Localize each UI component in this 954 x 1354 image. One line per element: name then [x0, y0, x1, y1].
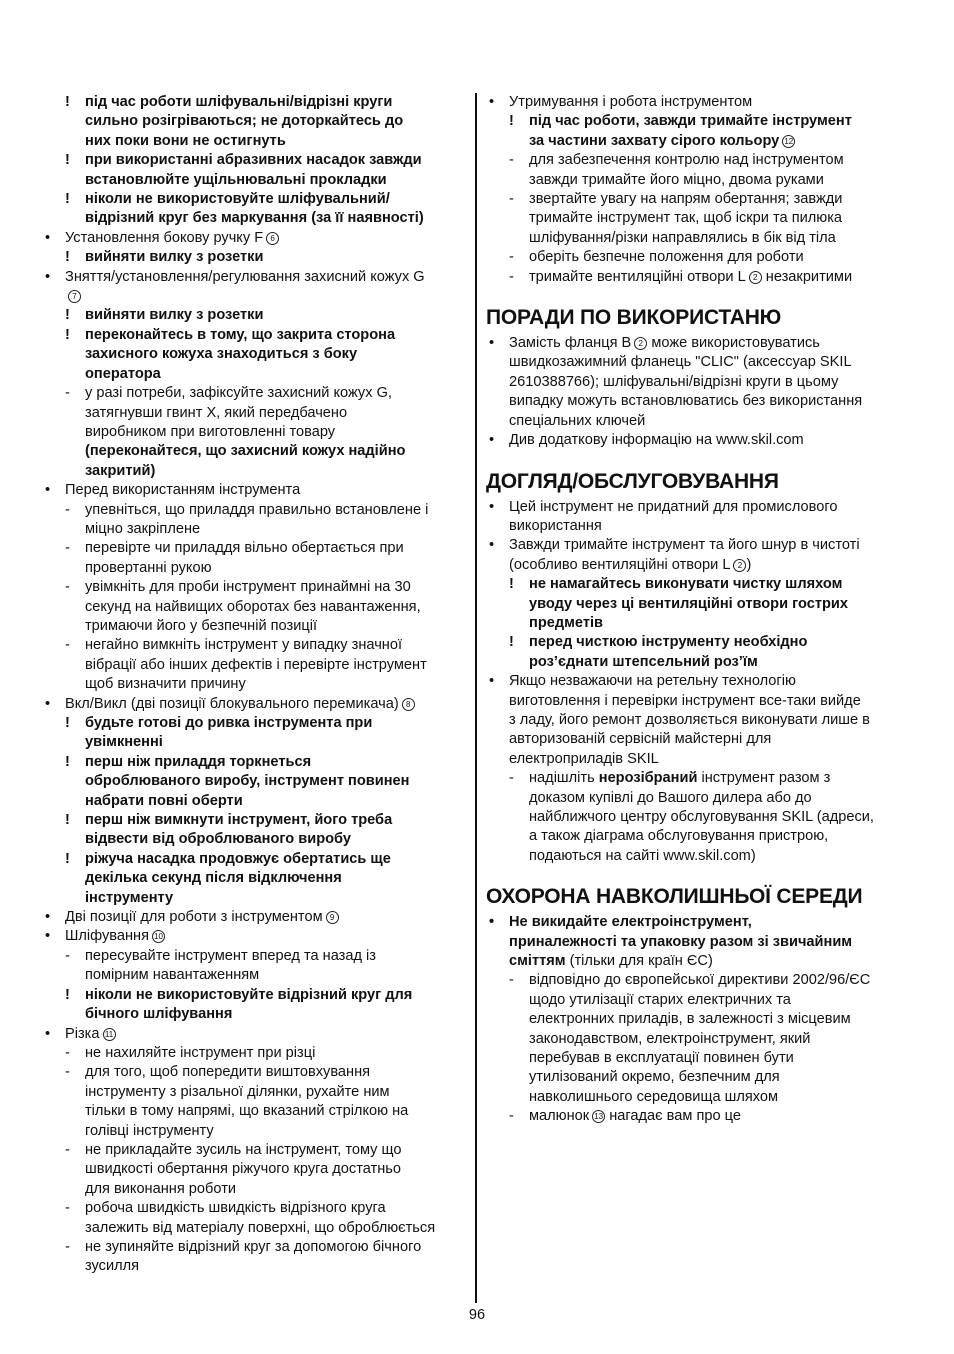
line-text: уводу через ці вентиляційні отвори гострих [529, 595, 848, 612]
text-line [40, 520, 465, 539]
line-text: Зняття/установлення/регулювання захисний кожух G [65, 268, 425, 285]
text-line [486, 1049, 914, 1068]
warning-marker: ! [65, 152, 70, 169]
dash-marker: - [65, 1064, 70, 1081]
line-text: перш ніж приладдя торкнеться [85, 753, 312, 770]
line-text: випадку можуть встановлюватись без використання [509, 393, 863, 410]
figure-reference-circle: 10 [152, 930, 165, 943]
text-line [40, 345, 465, 364]
text-line [40, 93, 465, 112]
text-line [486, 112, 914, 131]
line-text: оператора [85, 365, 161, 382]
line-text: Перед використанням інструмента [65, 482, 301, 499]
line-text: Див додаткову інформацію на www.skil.com [509, 432, 804, 449]
line-text: затягнувши гвинт X, який передбачено [85, 404, 348, 421]
line-text: Вкл/Викл (дві позиції блокувального перемикача) [65, 695, 399, 712]
line-text: робоча швидкість швидкість відрізного круга [85, 1200, 386, 1217]
dash-marker: - [65, 947, 70, 964]
line-text: набрати повні оберти [85, 792, 243, 809]
text-line [40, 229, 465, 248]
text-line [40, 656, 465, 675]
dash-marker: - [65, 501, 70, 518]
line-text: відповідно до європейської директиви 2002/96/ЄС [529, 972, 871, 989]
line-text: не зупиняйте відрізний круг за допомогою бічного [85, 1238, 422, 1255]
warning-marker: ! [65, 326, 70, 343]
line-text: Установлення бокову ручку F [65, 229, 264, 246]
text-line [40, 1063, 465, 1082]
text-line [486, 517, 914, 536]
text-line [486, 248, 914, 267]
line-text: Не викидайте електроінструмент, [509, 914, 752, 931]
line-text-tail: (тільки для країн ЄС) [569, 953, 713, 970]
text-line [486, 431, 914, 450]
line-text: увімкненні [85, 734, 163, 751]
text-line [486, 190, 914, 209]
line-text-tail: інструмент разом з [701, 770, 831, 787]
line-text: швидкості обертання ріжучого круга достатньо [85, 1161, 401, 1178]
text-line [40, 287, 465, 306]
text-line [486, 151, 914, 170]
line-text: вібрації або інших дефектів і перевірте інструмент [85, 656, 427, 673]
line-text: залежить від матеріалу поверхні, що оброблюється [85, 1219, 436, 1236]
text-line [40, 1122, 465, 1141]
line-text: надішліть [529, 770, 595, 787]
line-text: під час роботи шліфувальні/відрізні круги [85, 94, 393, 110]
line-text: Замість фланця B [509, 335, 632, 352]
line-text: для виконання роботи [85, 1180, 237, 1197]
line-text: Якщо незважаючи на ретельну технологію [509, 673, 796, 690]
text-line [40, 132, 465, 151]
bullet-marker: • [489, 94, 495, 110]
line-text: помірним навантаженням [85, 967, 260, 984]
text-line [40, 306, 465, 325]
text-line [486, 595, 914, 614]
dash-marker: - [65, 637, 70, 654]
text-line [486, 913, 914, 932]
text-line [40, 1180, 465, 1199]
figure-reference-circle: 11 [103, 1028, 116, 1041]
warning-marker: ! [509, 113, 514, 130]
text-line [40, 1083, 465, 1102]
line-text: перед чисткою інструменту необхідно [529, 634, 808, 651]
text-line [40, 908, 465, 927]
line-text: швидкозажимний фланець "CLIC" (аксессуар SKIL [509, 354, 852, 371]
text-line [486, 808, 914, 827]
bullet-marker: • [45, 928, 51, 945]
line-text: найближчого центру обслуговування SKIL (адреси, [529, 809, 874, 825]
dash-marker: - [65, 385, 70, 402]
line-text: під час роботи, завжди тримайте інструмент [529, 113, 852, 130]
text-line [40, 811, 465, 830]
line-text: (особливо вентиляційні отвори L [509, 556, 731, 573]
warning-marker: ! [65, 249, 70, 266]
text-line [486, 991, 914, 1010]
text-line [40, 1025, 465, 1044]
text-line [40, 112, 465, 131]
text-line [486, 132, 914, 151]
text-line [40, 384, 465, 403]
line-text: інструменту з різальної ділянки, рухайте ним [85, 1083, 390, 1100]
dash-marker: - [509, 191, 514, 208]
text-line [486, 1030, 914, 1049]
line-text: електронних приладів, в залежності з місцевим [529, 1011, 851, 1028]
figure-reference-circle: 13 [592, 1110, 605, 1123]
text-line [40, 598, 465, 617]
line-text: завжди тримайте його міцно, двома руками [529, 171, 824, 188]
text-line [40, 966, 465, 985]
text-line [40, 1238, 465, 1257]
text-line [40, 947, 465, 966]
line-text: шліфування/різки направлялись в бік від тіла [529, 229, 836, 246]
warning-marker: ! [65, 307, 70, 324]
text-line [486, 952, 914, 971]
text-line [486, 412, 914, 431]
line-text: ніколи не використовуйте відрізний круг для [85, 986, 413, 1003]
text-line [40, 539, 465, 558]
text-line [40, 423, 465, 442]
text-line [40, 209, 465, 228]
text-line [486, 392, 914, 411]
text-line [40, 559, 465, 578]
text-line [486, 171, 914, 190]
line-text: не нахиляйте інструмент при різці [85, 1044, 316, 1061]
text-line [40, 442, 465, 461]
figure-reference-circle: 2 [634, 337, 647, 350]
bullet-marker: • [489, 914, 495, 931]
text-line [40, 1160, 465, 1179]
line-text: у разі потреби, зафіксуйте захисний кожух G, [85, 385, 392, 402]
line-text: 2610388766); шліфувальні/відрізні круги в цьому [509, 373, 839, 390]
line-text: не намагайтесь виконувати чистку шляхом [529, 576, 843, 593]
line-text: використання [509, 517, 602, 534]
line-text: тримайте інструмент так, щоб іскри та пилюка [529, 210, 843, 227]
dash-marker: - [509, 268, 514, 285]
line-text: бічного шліфування [85, 1006, 233, 1023]
line-text: звертайте увагу на напрям обертання; завжди [529, 191, 843, 208]
text-line [486, 633, 914, 652]
line-text: закритий) [85, 462, 156, 479]
text-line [40, 830, 465, 849]
line-text: відвести від оброблюваного виробу [85, 831, 351, 848]
text-line [486, 672, 914, 691]
line-text: увімкніть для проби інструмент принаймні на 30 [85, 579, 411, 596]
text-line [486, 971, 914, 990]
line-text: навколишнього середовища шляхом [529, 1088, 779, 1105]
line-text: перебував в експлуатації повинен бути [529, 1050, 794, 1067]
text-line [40, 171, 465, 190]
dash-marker: - [65, 1200, 70, 1217]
line-text-tail: нагадає вам про це [609, 1108, 741, 1125]
text-line [486, 789, 914, 808]
line-text: щоб визначити причину [85, 676, 246, 693]
text-line [40, 617, 465, 636]
line-text: а також діаграма обслуговування пристрою, [529, 828, 829, 845]
line-text: не прикладайте зусиль на інструмент, тому що [85, 1141, 402, 1158]
figure-reference-circle: 7 [68, 290, 81, 303]
text-line [40, 151, 465, 170]
text-line [40, 1141, 465, 1160]
line-text: міцно закріплене [85, 520, 201, 537]
line-text: секунд на найвищих оборотах без навантаження, [85, 598, 421, 615]
line-text: голівці інструменту [85, 1122, 214, 1139]
text-line [486, 614, 914, 633]
line-text: ріжуча насадка продовжує обертатись ще [85, 850, 391, 867]
bullet-marker: • [489, 498, 495, 515]
warning-marker: ! [65, 94, 70, 110]
line-text: Завжди тримайте інструмент та його шнур в чистоті [509, 537, 860, 554]
dash-marker: - [509, 770, 514, 787]
line-text: захисного кожуха знаходиться з боку [85, 346, 358, 363]
line-text: Цей інструмент не придатний для промислового [509, 498, 838, 515]
line-text: (переконайтеся, що захисний кожух надійно [85, 443, 406, 460]
bullet-marker: • [489, 335, 495, 352]
text-line [486, 769, 914, 788]
dash-marker: - [65, 1238, 70, 1255]
line-text: Дві позиції для роботи з інструментом [65, 909, 323, 926]
line-text: утилізований окремо, безпечним для [529, 1069, 780, 1086]
warning-marker: ! [65, 191, 70, 208]
dash-marker: - [509, 249, 514, 266]
figure-reference-circle: 6 [266, 232, 279, 245]
text-line [486, 730, 914, 749]
warning-marker: ! [65, 850, 70, 867]
text-line [486, 268, 914, 287]
warning-marker: ! [65, 812, 70, 829]
warning-marker: ! [509, 576, 514, 593]
bullet-marker: • [45, 482, 51, 499]
line-text: сміттям [509, 953, 566, 970]
text-line [40, 326, 465, 345]
text-line [40, 481, 465, 500]
text-line [486, 711, 914, 730]
text-line [40, 869, 465, 888]
dash-marker: - [65, 1044, 70, 1061]
text-line [486, 1107, 914, 1126]
line-text-tail: незакритими [765, 268, 853, 285]
line-text: виробником при виготовленні товару [85, 423, 336, 440]
line-text: оброблюваного виробу, інструмент повинен [85, 773, 410, 790]
dash-marker: - [65, 579, 70, 596]
text-line [486, 93, 914, 112]
text-line [486, 827, 914, 846]
bullet-marker: • [45, 1025, 51, 1042]
line-text: сильно розігріваються; не доторкайтесь до [85, 113, 404, 130]
bullet-marker: • [45, 909, 51, 926]
line-text: електроприладів SKIL [509, 750, 659, 767]
line-text: перш ніж вимкнути інструмент, його треба [85, 812, 393, 829]
text-line [486, 229, 914, 248]
text-line [40, 753, 465, 772]
line-text: приналежності та упаковку разом зі звичайним [509, 933, 853, 950]
text-line [486, 653, 914, 672]
text-line [40, 850, 465, 869]
line-text: щодо утилізації старих електричних та [529, 991, 791, 1008]
line-text: зусилля [85, 1258, 140, 1275]
text-line [486, 209, 914, 228]
line-text: предметів [529, 614, 604, 631]
line-text: подаються на сайті www.skil.com) [529, 847, 756, 864]
line-text: Шліфування [65, 928, 149, 945]
line-text: провертанні рукою [85, 559, 212, 576]
warning-marker: ! [65, 753, 70, 770]
dash-marker: - [509, 152, 514, 169]
line-text: тільки в тому напрямі, що вказаний стрілкою на [85, 1103, 409, 1120]
bullet-marker: • [45, 695, 51, 712]
section-heading: ОХОРОНА НАВКОЛИШНЬОЇ СЕРЕДИ [486, 885, 863, 909]
text-line [40, 248, 465, 267]
line-text: відрізний круг без маркування (за її наявності) [85, 210, 424, 227]
text-line [40, 695, 465, 714]
text-line [486, 575, 914, 594]
line-text-tail: може використовуватись [651, 335, 820, 352]
line-text-tail: ) [746, 556, 752, 573]
text-line [40, 365, 465, 384]
text-line [40, 714, 465, 733]
figure-reference-circle: 9 [326, 911, 339, 924]
text-line [40, 1257, 465, 1276]
right-column [486, 93, 914, 1127]
line-text: за частини захвату сірого кольору [529, 132, 780, 149]
line-text: переконайтесь в тому, що закрита сторона [85, 326, 396, 343]
line-text: тримаючи його у безпечній позиції [85, 617, 318, 634]
line-text: оберіть безпечне положення для роботи [529, 249, 804, 266]
line-text: при використанні абразивних насадок завжди [85, 152, 422, 169]
dash-marker: - [509, 972, 514, 989]
line-text: малюнок [529, 1108, 590, 1125]
line-text: них поки вони не остигнуть [85, 132, 286, 149]
line-text: виготовлення і перевірки інструмент все-таки вийде [509, 692, 861, 709]
text-line [486, 692, 914, 711]
emphasis-text: нерозібраний [598, 770, 698, 787]
bullet-marker: • [45, 229, 51, 246]
bullet-marker: • [489, 673, 495, 690]
text-line [486, 373, 914, 392]
text-line [486, 536, 914, 555]
line-text: роз’єднати штепсельний роз’їм [529, 653, 758, 670]
text-line [40, 889, 465, 908]
line-text: для забезпечення контролю над інструментом [529, 152, 844, 169]
text-line [40, 927, 465, 946]
line-text: спеціальних ключей [509, 412, 646, 429]
text-line [486, 498, 914, 517]
line-text: з ладу, його ремонт дозволяється виконувати лише в [509, 711, 870, 728]
text-line [40, 190, 465, 209]
text-line [486, 334, 914, 353]
text-line [40, 986, 465, 1005]
text-line [486, 1088, 914, 1107]
text-line [486, 556, 914, 575]
warning-marker: ! [65, 715, 70, 731]
line-text: встановлюйте ущільнювальні прокладки [85, 171, 387, 188]
line-text: інструменту [85, 889, 174, 906]
bullet-marker: • [489, 537, 495, 554]
text-line [40, 1044, 465, 1063]
page-number: 96 [468, 1307, 486, 1323]
line-text: декілька секунд після відключення [85, 870, 342, 887]
left-column [40, 93, 465, 1277]
text-line [40, 675, 465, 694]
figure-reference-circle: 12 [782, 135, 795, 148]
text-line [40, 1005, 465, 1024]
column-divider [475, 93, 477, 1303]
text-line [40, 501, 465, 520]
text-line [40, 1219, 465, 1238]
dash-marker: - [65, 1141, 70, 1158]
figure-reference-circle: 2 [733, 559, 746, 572]
text-line [486, 750, 914, 769]
text-line [40, 792, 465, 811]
bullet-marker: • [489, 432, 495, 449]
text-line [40, 578, 465, 597]
text-line [486, 933, 914, 952]
dash-marker: - [509, 1108, 514, 1125]
line-text: перевірте чи приладдя вільно обертається при [85, 540, 404, 557]
text-line [40, 772, 465, 791]
figure-reference-circle: 8 [402, 698, 415, 711]
warning-marker: ! [65, 986, 70, 1003]
text-line [40, 1199, 465, 1218]
line-text: будьте готові до ривка інструмента при [85, 715, 373, 731]
line-text: Різка [65, 1025, 100, 1042]
text-line [40, 268, 465, 287]
warning-marker: ! [509, 634, 514, 651]
section-heading: ДОГЛЯД/ОБСЛУГОВУВАННЯ [486, 469, 779, 493]
text-line [40, 1102, 465, 1121]
text-line [40, 733, 465, 752]
section-heading: ПОРАДИ ПО ВИКОРИСТАНЮ [486, 306, 782, 330]
text-line [40, 462, 465, 481]
figure-reference-circle: 2 [749, 271, 762, 284]
bullet-marker: • [45, 268, 51, 285]
line-text: ніколи не використовуйте шліфувальний/ [85, 191, 390, 208]
line-text: упевніться, що приладдя правильно встановлене і [85, 501, 429, 518]
line-text: тримайте вентиляційні отвори L [529, 268, 746, 285]
line-text: авторизованій сервісній майстерні для [509, 731, 772, 748]
text-line [40, 636, 465, 655]
line-text: вийняти вилку з розетки [85, 249, 264, 266]
text-line [486, 847, 914, 866]
text-line [486, 1068, 914, 1087]
line-text: доказом купівлі до Вашого дилера або до [529, 789, 812, 806]
line-text: законодавством, електроінструмент, який [529, 1030, 811, 1047]
text-line [486, 1010, 914, 1029]
line-text: для того, щоб попередити виштовхування [85, 1064, 371, 1081]
line-text: Утримування і робота інструментом [509, 94, 753, 110]
text-line [40, 404, 465, 423]
line-text: вийняти вилку з розетки [85, 307, 264, 324]
line-text: пересувайте інструмент вперед та назад із [85, 947, 376, 964]
line-text: негайно вимкніть інструмент у випадку значної [85, 637, 403, 654]
text-line [486, 353, 914, 372]
dash-marker: - [65, 540, 70, 557]
